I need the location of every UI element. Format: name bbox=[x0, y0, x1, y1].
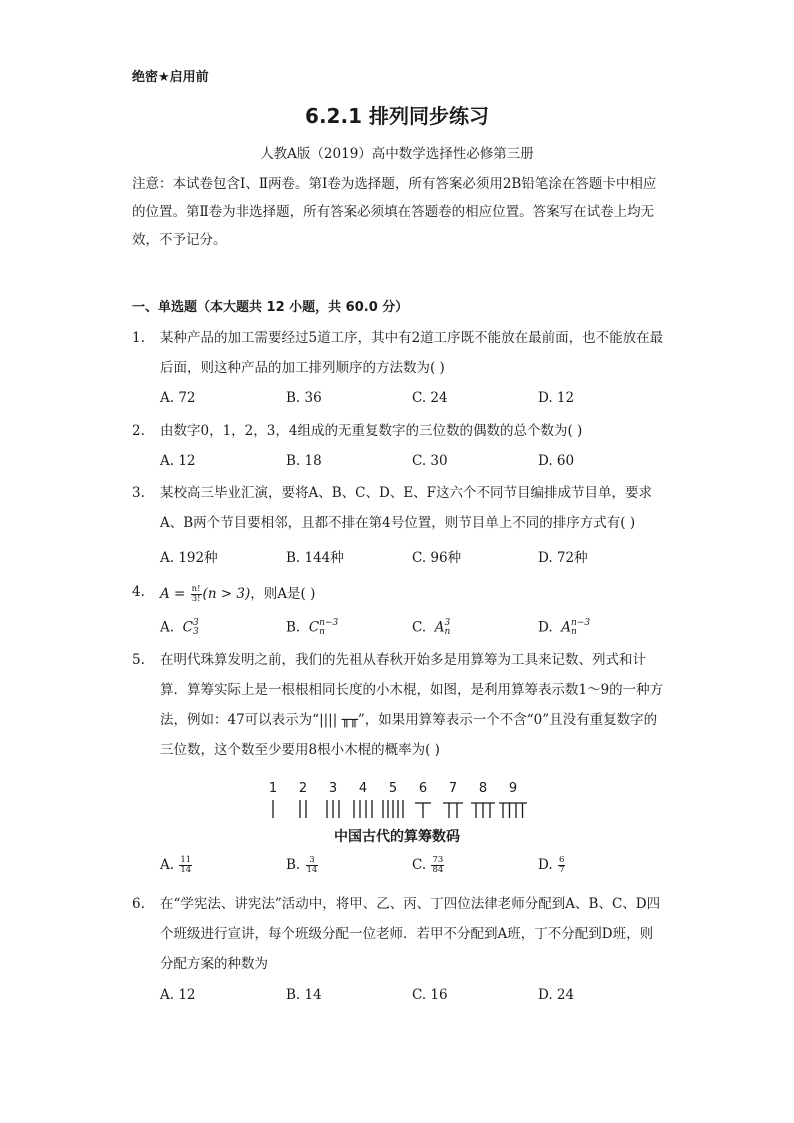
fraction: $\frac{3}{14}$ bbox=[306, 855, 318, 875]
option-c: C. 30 bbox=[412, 453, 448, 469]
question-text: 在明代珠算发明之前，我们的先祖从春秋开始多是用算筹为工具来记数、列式和计算．算筹实际上是一根根相同长度的小木棍，如图，是利用算筹表示数1～9的一种方法，例如：47可以表示为“|||| ╥╥”，如果用算筹表示一个不含“0”且没有重复数字的三位数，这个数至少要用8根小木棍的概率为( ) bbox=[160, 652, 664, 758]
question-number: 4. bbox=[132, 584, 145, 600]
question-text: 某校高三毕业汇演，要将A、B、C、D、E、F这六个不同节目编排成节目单，要求A、B两个节目要相邻，且都不排在第4号位置，则节目单上不同的排序方式有( ) bbox=[160, 485, 653, 531]
section-heading: 一、单选题（本大题共 12 小题，共 60.0 分） bbox=[132, 300, 409, 315]
option-a: A. 192种 bbox=[160, 550, 218, 566]
option-d: D. A n−3 n bbox=[538, 618, 591, 637]
option-d: D. 24 bbox=[538, 987, 575, 1003]
rod-number-9: 9 bbox=[508, 781, 518, 796]
option-b: B. 18 bbox=[286, 453, 322, 469]
option-c: C. $\frac{73}{84}$ bbox=[412, 855, 444, 875]
option-a: A. 72 bbox=[160, 390, 196, 406]
question-number: 3. bbox=[132, 485, 145, 501]
rod-number-3: 3 bbox=[328, 781, 338, 796]
option-d: D. 72种 bbox=[538, 550, 588, 566]
question-text: 由数字0，1，2，3，4组成的无重复数字的三位数的偶数的总个数为( ) bbox=[160, 423, 583, 439]
exam-notice: 注意：本试卷包含Ⅰ、Ⅱ两卷。第Ⅰ卷为选择题，所有答案必须用2B铅笔涂在答题卡中相应的位置。第Ⅱ卷为非选择题，所有答案必须填在答题卷的相应位置。答案写在试卷上均无效，不予记分。 bbox=[132, 176, 657, 248]
rod-number-7: 7 bbox=[448, 781, 458, 796]
figure-caption: 中国古代的算筹数码 bbox=[334, 829, 460, 845]
option-b: B. $\frac{3}{14}$ bbox=[286, 855, 318, 875]
fraction: $\frac{6}{7}$ bbox=[558, 855, 565, 875]
option-c: C. 16 bbox=[412, 987, 448, 1003]
page-title: 6.2.1 排列同步练习 bbox=[305, 104, 489, 128]
rod-number-1: 1 bbox=[268, 781, 278, 796]
rod-number-2: 2 bbox=[298, 781, 308, 796]
option-b: B. 36 bbox=[286, 390, 322, 406]
question-text: 在“学宪法、讲宪法”活动中，将甲、乙、丙、丁四位法律老师分配到A、B、C、D四个班级进行宣讲，每个班级分配一位老师．若甲不分配到A班，丁不分配到D班，则分配方案的种数为 bbox=[160, 896, 661, 972]
option-a: A. $\frac{11}{14}$ bbox=[160, 855, 192, 875]
option-c: C. 24 bbox=[412, 390, 448, 406]
option-a: A. 12 bbox=[160, 987, 196, 1003]
rod-number-8: 8 bbox=[478, 781, 488, 796]
secret-mark: 绝密★启用前 bbox=[132, 70, 209, 85]
option-b: B. 14 bbox=[286, 987, 322, 1003]
option-c: C. 96种 bbox=[412, 550, 462, 566]
option-d: D. 12 bbox=[538, 390, 575, 406]
rod-number-5: 5 bbox=[388, 781, 398, 796]
fraction: $\frac{73}{84}$ bbox=[432, 855, 444, 875]
option-a: A. 12 bbox=[160, 453, 196, 469]
question-text: 某种产品的加工需要经过5道工序，其中有2道工序既不能放在最前面，也不能放在最后面，则这种产品的加工排列顺序的方法数为( ) bbox=[160, 330, 664, 376]
rod-number-4: 4 bbox=[358, 781, 368, 796]
page-subtitle: 人教A版（2019）高中数学选择性必修第三册 bbox=[260, 146, 534, 162]
fraction: $\frac{n!}{3!}$ bbox=[191, 584, 201, 604]
fraction: $\frac{11}{14}$ bbox=[180, 855, 192, 875]
question-number: 6. bbox=[132, 896, 145, 912]
question-number: 1. bbox=[132, 330, 145, 346]
question-number: 2. bbox=[132, 423, 145, 439]
option-c: C. A 3 n bbox=[412, 618, 451, 637]
option-b: B. C n−3 n bbox=[286, 618, 339, 637]
option-d: D. $\frac{6}{7}$ bbox=[538, 855, 565, 875]
option-b: B. 144种 bbox=[286, 550, 344, 566]
question-text: A = $\frac{n!}{3!}$ (n > 3)，则A是( ) bbox=[160, 584, 316, 604]
question-number: 5. bbox=[132, 652, 145, 668]
rod-number-6: 6 bbox=[418, 781, 428, 796]
option-a: A. C 3 3 bbox=[160, 618, 199, 637]
option-d: D. 60 bbox=[538, 453, 575, 469]
